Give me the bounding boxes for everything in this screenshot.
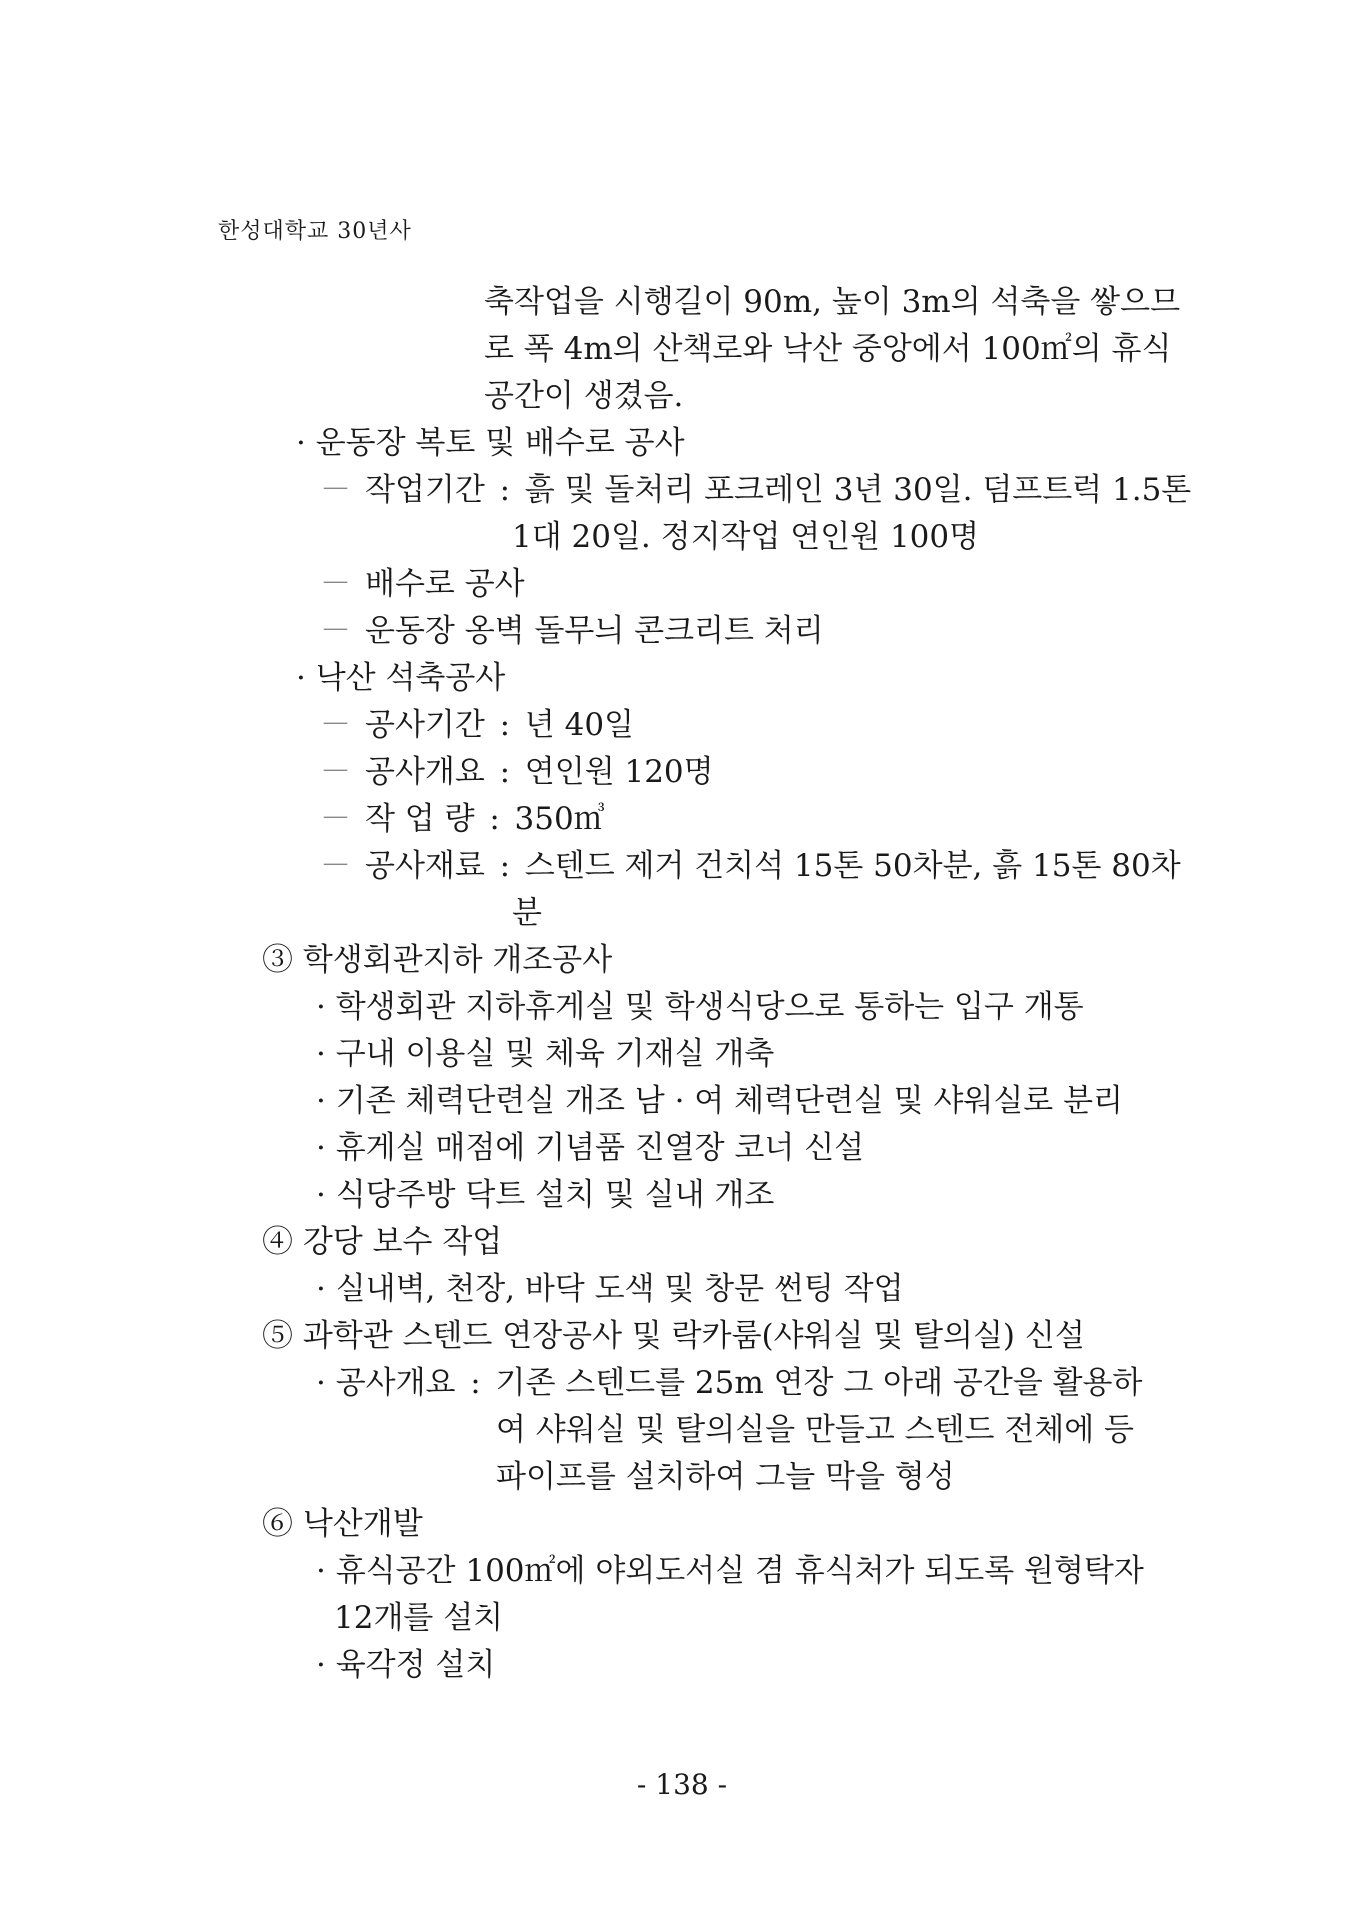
item-label: 작업기간 (365, 472, 485, 508)
item-text: 스텐드 제거 건치석 15톤 50차분, 흙 15톤 80차 (524, 848, 1181, 884)
section-heading: ④ 강당 보수 작업 (262, 1224, 503, 1260)
text-line: 1대 20일. 정지작업 연인원 100명 (512, 519, 980, 555)
section-heading: ⑤ 과학관 스텐드 연장공사 및 락카룸(샤워실 및 탈의실) 신설 (262, 1318, 1085, 1354)
dash-icon: － (320, 613, 351, 649)
dash-item (320, 564, 525, 604)
dash-item (320, 752, 714, 792)
item-label: 공사개요 (365, 754, 485, 790)
item-text: 기존 스텐드를 25m 연장 그 아래 공간을 활용하 (495, 1365, 1143, 1401)
bullet-item (316, 1363, 1142, 1403)
item-text: 연인원 120명 (524, 754, 714, 790)
text-line: 축작업을 시행길이 90m, 높이 3m의 석축을 쌓으므 (484, 284, 1181, 320)
bullet-item: · 휴게실 매점에 기념품 진열장 코너 신설 (316, 1130, 865, 1166)
dash-icon: － (320, 801, 351, 837)
bullet-item: · 육각정 설치 (316, 1647, 496, 1683)
bullet-item: · 운동장 복토 및 배수로 공사 (296, 425, 685, 461)
text-line: 공간이 생겼음. (484, 378, 684, 414)
running-header: 한성대학교 30년사 (218, 219, 412, 244)
dash-icon: － (320, 848, 351, 884)
item-text: 운동장 옹벽 돌무늬 콘크리트 처리 (365, 613, 824, 649)
dash-icon: － (320, 566, 351, 602)
bullet-item: · 식당주방 닥트 설치 및 실내 개조 (316, 1177, 775, 1213)
dash-icon: － (320, 472, 351, 508)
section-heading: ⑥ 낙산개발 (262, 1506, 423, 1542)
dash-item (320, 611, 824, 651)
colon: : (499, 754, 511, 790)
dash-item (320, 799, 605, 839)
bullet-item: · 낙산 석축공사 (296, 660, 506, 696)
text-line: 여 샤워실 및 탈의실을 만들고 스텐드 전체에 등 (496, 1412, 1134, 1448)
colon: : (499, 848, 511, 884)
text-line: 12개를 설치 (334, 1600, 504, 1636)
bullet-item: · 기존 체력단련실 개조 남 · 여 체력단련실 및 샤워실로 분리 (316, 1083, 1124, 1119)
bullet-item: · 휴식공간 100㎡에 야외도서실 겸 휴식처가 되도록 원형탁자 (316, 1553, 1144, 1589)
page-number: - 138 - (636, 1768, 728, 1801)
item-label: 작 업 량 (365, 801, 475, 837)
colon: : (489, 801, 500, 837)
item-label: 공사재료 (365, 848, 485, 884)
dash-item (320, 846, 1181, 886)
text-line: 분 (512, 895, 542, 931)
bullet-item: · 학생회관 지하휴게실 및 학생식당으로 통하는 입구 개통 (316, 989, 1084, 1025)
colon: : (499, 707, 511, 743)
item-label: 공사기간 (365, 707, 485, 743)
dash-item (320, 705, 634, 745)
dash-icon: － (320, 707, 351, 743)
section-heading: ③ 학생회관지하 개조공사 (262, 942, 613, 978)
colon: : (470, 1365, 481, 1401)
colon: : (499, 472, 511, 508)
item-text: 년 40일 (524, 707, 634, 743)
dash-icon: － (320, 754, 351, 790)
text-line: 파이프를 설치하여 그늘 막을 형성 (496, 1459, 955, 1495)
bullet-item: · 실내벽, 천장, 바닥 도색 및 창문 썬팅 작업 (316, 1271, 904, 1307)
item-text: 배수로 공사 (365, 566, 525, 602)
bullet-item: · 구내 이용실 및 체육 기재실 개축 (316, 1036, 775, 1072)
text-line: 로 폭 4m의 산책로와 낙산 중앙에서 100㎡의 휴식 (484, 331, 1172, 367)
item-text: 흙 및 돌처리 포크레인 3년 30일. 덤프트럭 1.5톤 (524, 472, 1192, 508)
item-text: 350㎥ (514, 801, 605, 837)
item-label: · 공사개요 (316, 1365, 456, 1401)
dash-item (320, 470, 1191, 510)
